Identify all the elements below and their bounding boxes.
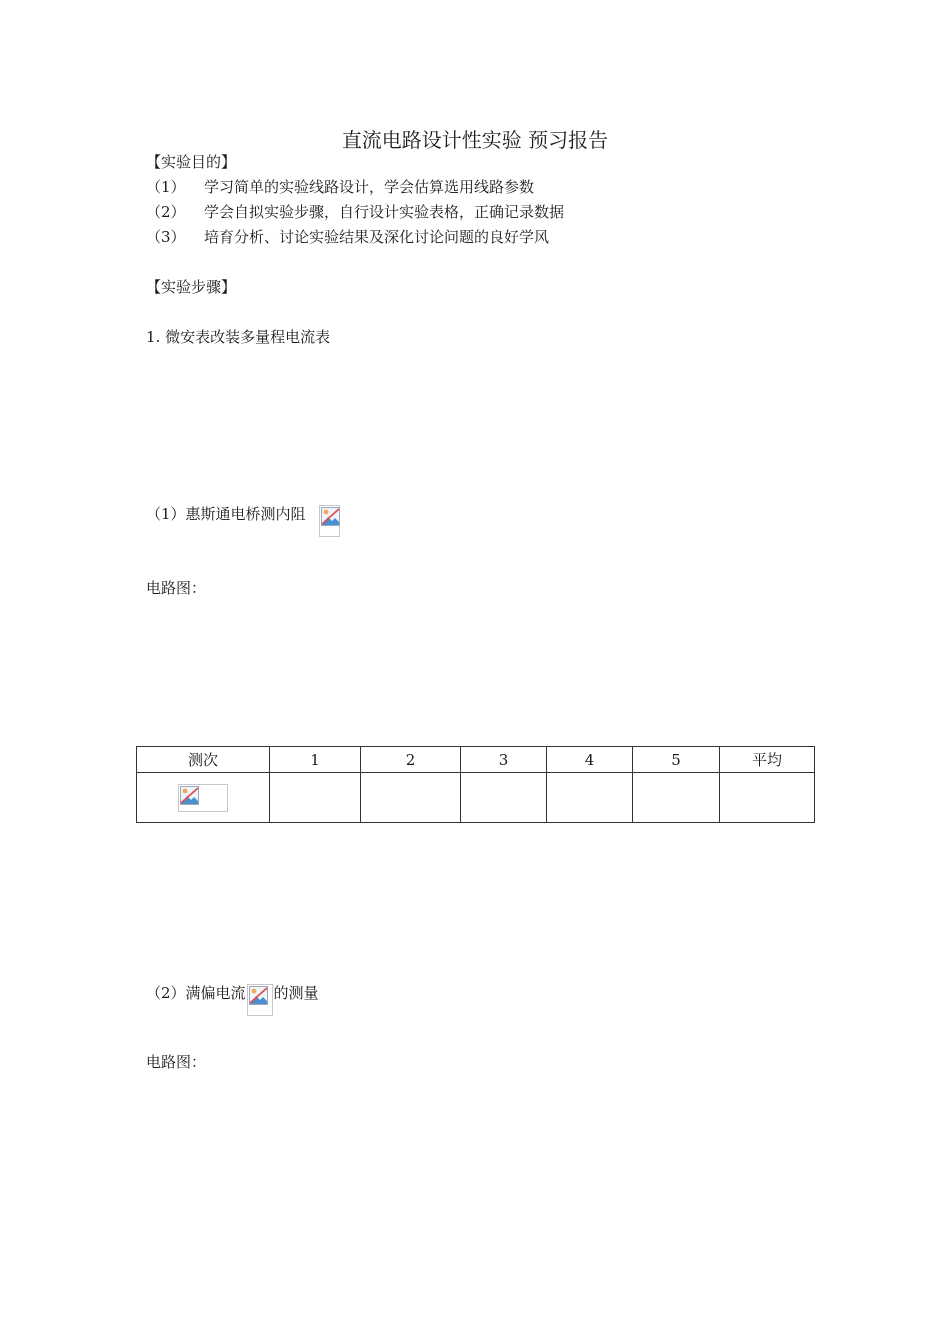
sub-step-2-prefix: （2）满偏电流 [146, 984, 246, 1002]
sub-step-1 [146, 504, 306, 524]
step-1-title: 1. 微安表改装多量程电流表 [146, 328, 331, 346]
broken-image-icon [247, 984, 273, 1016]
purpose-item-number: （2） [146, 203, 186, 221]
table-cell [270, 773, 361, 823]
purpose-item-3 [146, 227, 549, 247]
table-header-cell: 5 [633, 747, 720, 773]
purpose-item-text: 培育分析、讨论实验结果及深化讨论问题的良好学风 [204, 228, 550, 246]
table-header-cell: 2 [361, 747, 461, 773]
table-header-cell: 平均 [720, 747, 815, 773]
table-cell [720, 773, 815, 823]
table-header-row [137, 747, 815, 773]
purpose-item-2 [146, 202, 564, 222]
broken-image-icon [319, 505, 340, 537]
purpose-item-text: 学会自拟实验步骤，自行设计实验表格，正确记录数据 [204, 203, 565, 221]
table-cell-label [137, 773, 270, 823]
sub-step-1-text: （1）惠斯通电桥测内阻 [146, 505, 306, 523]
table-cell [361, 773, 461, 823]
measurement-table [136, 746, 815, 823]
table-header-cell: 测次 [137, 747, 270, 773]
purpose-item-1 [146, 177, 534, 197]
purpose-item-number: （1） [146, 178, 186, 196]
table-cell [461, 773, 547, 823]
steps-heading: 【实验步骤】 [146, 278, 237, 296]
table-row [137, 773, 815, 823]
purpose-item-number: （3） [146, 228, 186, 246]
table-header-cell: 3 [461, 747, 547, 773]
purpose-heading: 【实验目的】 [146, 153, 237, 171]
table-header-cell: 1 [270, 747, 361, 773]
purpose-item-text: 学习简单的实验线路设计，学会估算选用线路参数 [204, 178, 535, 196]
circuit-label-1: 电路图： [146, 579, 207, 597]
page-title: 直流电路设计性实验 预习报告 [341, 128, 609, 152]
table-cell [547, 773, 633, 823]
broken-image-icon [178, 784, 228, 812]
table-cell [633, 773, 720, 823]
sub-step-2-suffix: 的测量 [273, 984, 319, 1002]
circuit-label-2: 电路图： [146, 1053, 207, 1071]
table-header-cell: 4 [547, 747, 633, 773]
sub-step-2 [146, 978, 319, 1010]
